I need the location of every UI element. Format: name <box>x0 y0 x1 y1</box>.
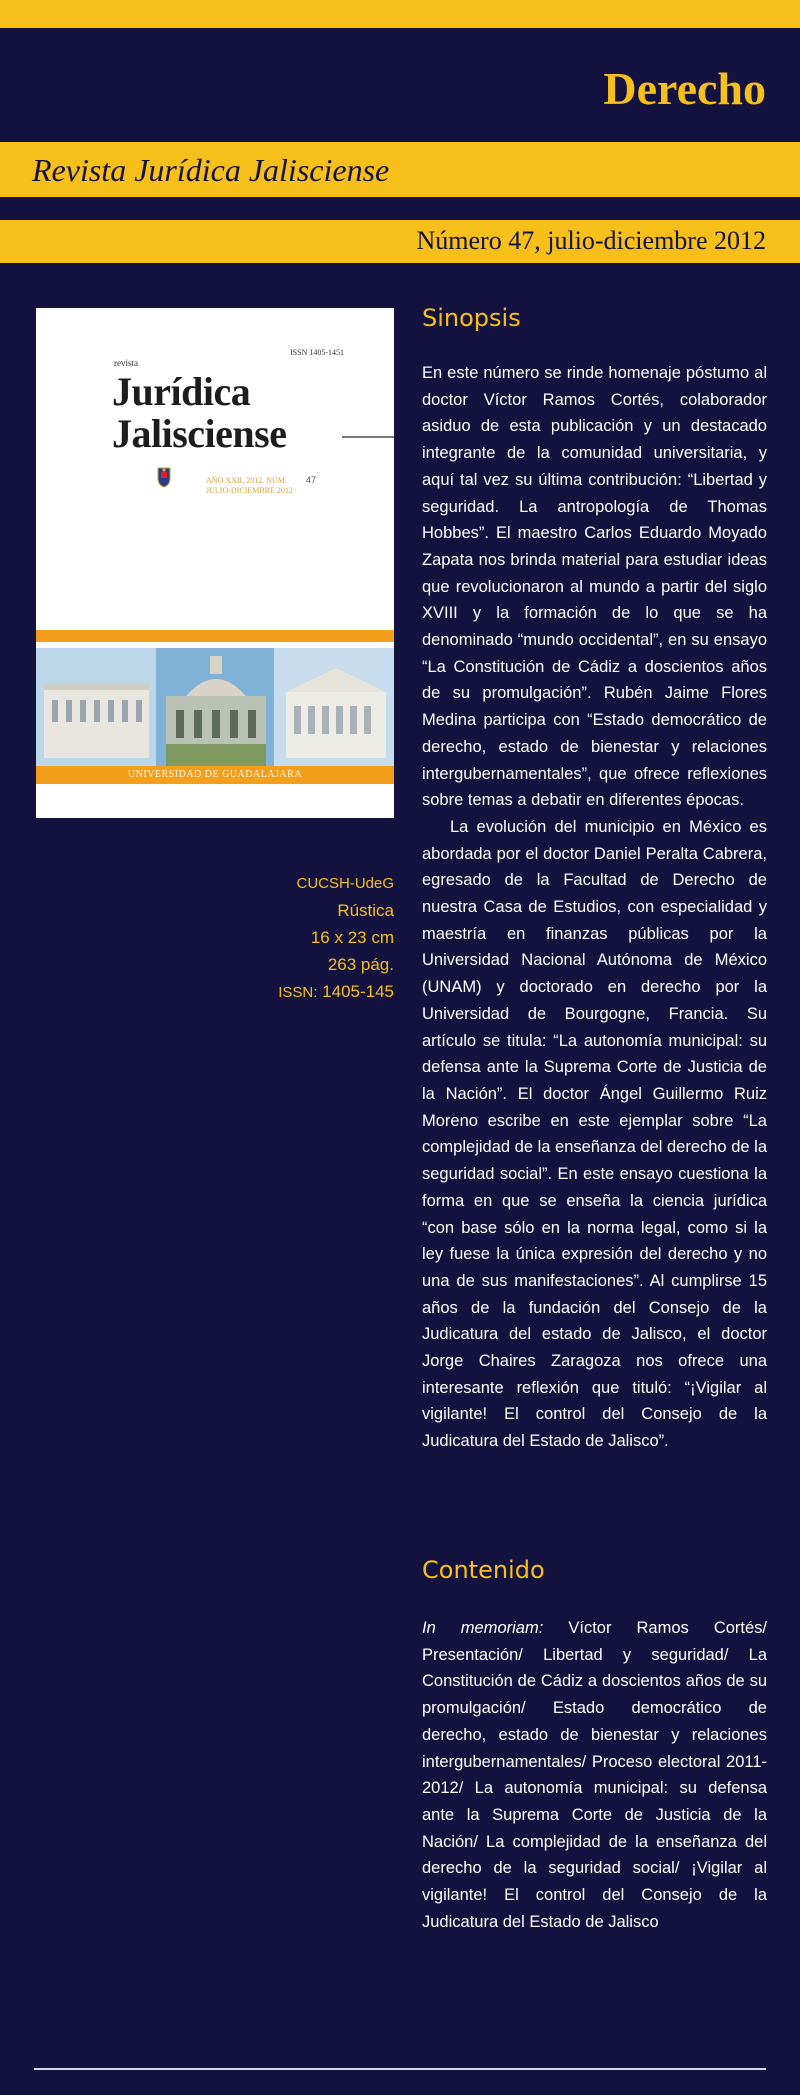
sinopsis-text <box>422 360 767 1455</box>
contenido-paragraph <box>422 1615 767 1935</box>
cover-volume-line1: AÑO XXII, 2012. NÚM. <box>206 476 287 485</box>
cover-revista-label: revista <box>114 358 138 368</box>
publisher: CUCSH-UdeG <box>296 875 394 892</box>
sinopsis-paragraph-1: En este número se rinde homenaje póstumo al doctor Víctor Ramos Cortés, colaborador asiduo de esta publicación y un destacado integrante de la comunidad universitaria, y aquí tal vez su última contribución: “Libertad y seguridad. La antropología de Thomas Hobbes”. El maestro Carlos Eduardo Moyado Zapata nos brinda material para estudiar ideas que revolucionaron al mundo a partir del siglo XVIII y la formación de lo que se ha denominado “mundo occidental”, en su ensayo “La Constitución de Cádiz a doscientos años de su promulgación”. Rubén Jaime Flores Medina participa con “Estado democrático de derecho, estado de bienestar y relaciones intergubernamentales”, que ofrece reflexiones sobre temas a debatir en diferentes épocas. <box>422 364 767 810</box>
university-crest-icon <box>156 466 172 488</box>
book-size: 16 x 23 cm <box>310 928 394 947</box>
journal-banner <box>0 142 800 197</box>
cover-title-line2: Jalisciense <box>112 411 287 456</box>
section-title: Derecho <box>603 63 766 114</box>
in-memoriam-label: In memoriam: <box>422 1619 544 1637</box>
cover-rule <box>342 436 394 438</box>
contenido-text <box>422 1615 767 1935</box>
book-cover-image <box>36 308 394 818</box>
sinopsis-heading: Sinopsis <box>422 304 521 332</box>
cover-title-line1: Jurídica <box>112 369 251 414</box>
binding: Rústica <box>337 901 394 920</box>
cover-university-band <box>36 766 394 784</box>
page-count: 263 pág. <box>327 955 394 974</box>
bottom-rule <box>34 2068 766 2070</box>
issn-value: 1405-145 <box>322 982 394 1001</box>
contenido-heading: Contenido <box>422 1556 545 1584</box>
cover-university-name: UNIVERSIDAD DE GUADALAJARA <box>127 769 303 780</box>
journal-title: Revista Jurídica Jalisciense <box>32 152 390 188</box>
cover-orange-stripe <box>36 630 394 642</box>
sinopsis-paragraph-2: La evolución del municipio en México es abordada por el doctor Daniel Peralta Cabrera, egresado de la Facultad de Derecho de nuestra Casa de Estudios, con especialidad y maestría en finanzas públicas por la Universidad Nacional Autónoma de México (UNAM) y doctorado en derecho por la Universidad de Bourgogne, Francia. Su artículo se titula: “La autonomía municipal: su defensa ante la Suprema Corte de Justicia de la Nación”. El doctor Ángel Guillermo Ruiz Moreno escribe en este ejemplar sobre “La complejidad de la enseñanza del derecho de la seguridad social”. En este ensayo cuestiona la forma en que se enseña la ciencia jurídica “con base sólo en la norma legal, como si la ley fuese la única expresión del derecho y no una de sus manifestaciones”. Al cumplirse 15 años de la fundación del Consejo de la Judicatura del estado de Jalisco, el doctor Jorge Chaires Zaragoza nos ofrece una interesante reflexión que tituló: “¡Vigilar al vigilante! El control del Consejo de la Judicatura del Estado de Jalisco”. <box>422 817 767 1451</box>
issue-label: Número 47, julio-diciembre 2012 <box>416 226 766 255</box>
issue-banner <box>0 220 800 263</box>
contenido-list: Víctor Ramos Cortés/ Presentación/ Libertad y seguridad/ La Constitución de Cádiz a doscientos años de su promulgación/ Estado democrático de derecho, estado de bienestar y relaciones intergubernamentales/ Proceso electoral 2011-2012/ La autonomía municipal: su defensa ante la Suprema Corte de Justicia de la Nación/ La complejidad de la enseñanza del derecho de la seguridad social/ ¡Vigilar al vigilante! El control del Consejo de la Judicatura del Estado de Jalisco <box>422 1619 768 1931</box>
cover-buildings-photo <box>36 648 394 766</box>
cover-number: 47 <box>306 475 317 485</box>
issn-line <box>194 978 394 1006</box>
cover-volume-line2: JULIO-DICIEMBRE 2012 <box>206 486 293 495</box>
book-info <box>194 870 394 1006</box>
top-accent-stripe <box>0 0 800 28</box>
cover-issn: ISSN 1405-1451 <box>290 348 345 357</box>
issn-label: ISSN: <box>278 984 318 1001</box>
